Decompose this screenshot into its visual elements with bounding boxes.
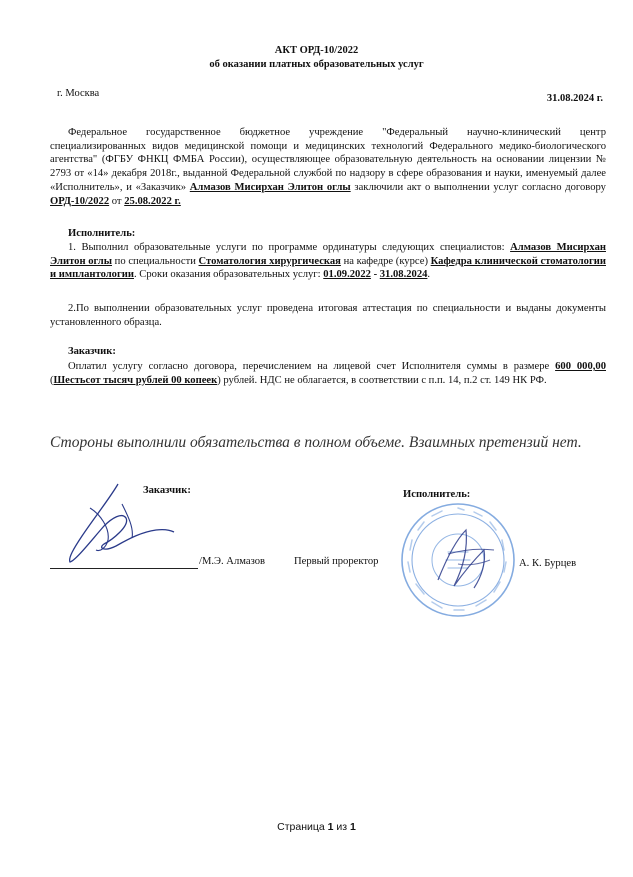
intro-text-3: от [109,195,125,207]
customer-text-1: Оплатил услугу согласно договора, перечислением на лицевой счет Исполнителя суммы в размере [68,361,556,372]
title-block [0,44,633,72]
payment-amount-words: Шестьсот тысяч рублей 00 копеек [53,374,218,386]
executor-signer-name: А. К. Бурцев [519,558,577,569]
intro-text-2: заключили акт о выполнении услуг согласно договору [350,181,606,193]
document-date: 31.08.2024 г. [546,93,603,104]
specialty: Стоматология хирургическая [198,255,341,267]
customer-text-3: ) рублей. НДС не облагается, в соответствии с п.п. 14, п.2 ст. 149 НК РФ. [217,374,547,386]
executor-item1-prefix: 1. Выполнил образовательные услуги по программе ординатуры следующих специалистов: [68,242,511,253]
customer-signature-image [60,478,180,568]
period-end: 31.08.2024 [379,269,428,281]
intro-text-1: Федеральное государственное бюджетное учреждение "Федеральный научно-клинический центр специализированных видов медицинской помощи и медицинских технологий Федерального медико-биологического агентства" (ФГБУ ФНКЦ ФМБА России), осуществляющее образовательную деятельность на основании лицензии № 2793 от «14» декабря 2018г., выданной Федеральной службой по надзору в сфере образования и науки, именуемый далее «Исполнитель», и «Заказчик» [50,127,606,193]
period-start: 01.09.2022 [323,269,371,281]
executor-signature-label: Исполнитель: [403,489,471,500]
document-title: АКТ ОРД-10/2022 [274,45,359,56]
executor-item-1 [50,241,606,282]
contract-number: ОРД-10/2022 [50,195,110,207]
executor-item1-mid3: . Сроки оказания образовательных услуг: [134,269,324,281]
period-separator: - [370,269,380,281]
period-end-punct: . [427,269,431,281]
customer-signer-name: /М.Э. Алмазов [199,556,265,567]
contract-date: 25.08.2022 г. [124,195,181,207]
footer-page-number: 1 [327,821,334,833]
executor-signer-role: Первый проректор [294,556,379,567]
payment-amount: 600 000,00 [555,361,606,372]
executor-signature-image [428,520,508,600]
executor-heading: Исполнитель: [68,228,136,239]
final-statement: Стороны выполнили обязательства в полном объеме. Взаимных претензий нет. [50,434,582,451]
intro-paragraph [50,126,606,208]
page-footer [0,821,633,833]
footer-page-total: 1 [350,821,356,833]
customer-text-2: ( [50,374,54,386]
document-subtitle: об оказании платных образовательных услуг [209,59,424,70]
customer-signature-line [50,567,198,569]
intro-customer-name: Алмазов Мисирхан Элитон оглы [189,181,351,193]
footer-page-word: Страница [277,821,325,833]
department: Кафедра клинической стоматологии и имплантологии [50,255,606,281]
customer-signature-label: Заказчик: [143,485,191,496]
executor-item-2: 2.По выполнении образовательных услуг проведена итоговая аттестация по специальности и выданы документы установленного образца. [50,303,606,328]
customer-paragraph [50,360,606,387]
footer-of-word: из [336,821,348,833]
executor-item1-mid: по специальности [112,255,199,267]
executor-item1-mid2: на кафедре (курсе) [340,255,431,267]
customer-heading: Заказчик: [68,346,116,357]
specialist-name: Алмазов Мисирхан Элитон оглы [50,242,606,267]
city: г. Москва [57,88,100,99]
